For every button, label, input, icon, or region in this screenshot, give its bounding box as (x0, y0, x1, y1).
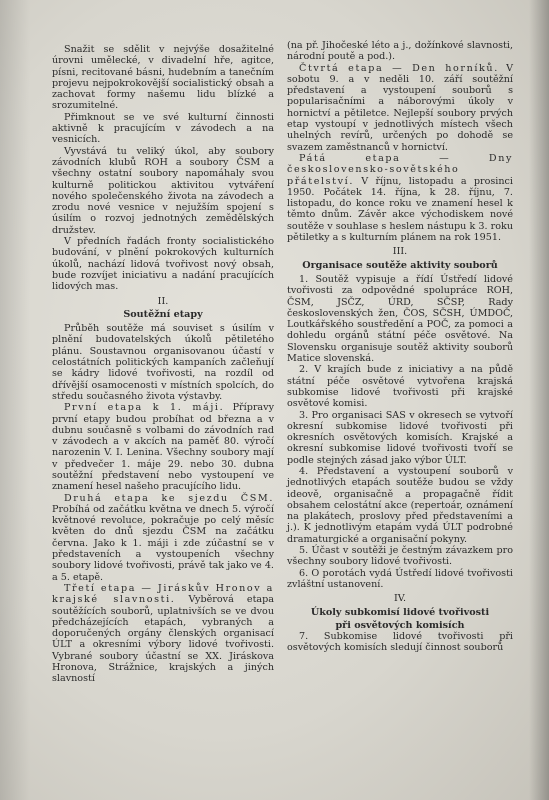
stage-body: V sobotu 9. a v neděli 10. září soutěžní představení a vystoupení souborů s popularisačními a náborovými úkoly v hornictví a pětiletce. Nejlepší soubory prvých etap vystoupí v jednotlivých místech všech uhelných revírů, určených po dohodě se svazem zaměstnanců v hornictví. (287, 62, 514, 153)
stage-lead: První etapa k 1. máji. (64, 402, 225, 414)
stage-lead: Třetí etapa — Jiráskův Hronov a krajské slavnosti. (52, 582, 274, 606)
section-number: IV. (393, 593, 407, 605)
numbered-paragraph: 1. Soutěž vypisuje a řídí Ústředí lidové tvořivosti za odpovědné spolupráce ROH, ČSM, JSČZ, ÚRD, SČSP, Rady československých žen, ČOS, SČSH, ÚMDOČ, Loutkářského soustředění a POČ, za pomoci a dohledu orgánů státní péče osvětové. Na Slovensku organisuje soutěž aktivity souborů Matice slovenská. (287, 273, 513, 365)
paragraph: Vyvstává tu veliký úkol, aby soubory závodních klubů ROH a soubory ČSM a všechny ostatní soubory napomáhaly svou kulturně politickou aktivitou vytváření nového společenského života na závodech a zrodu nové vesnice v nejužším spojení s úsilím o rozvoj jednotných zemědělských družstev. (52, 145, 274, 236)
stage-body: Probíhá od začátku května ve dnech 5. výročí květnové revoluce, pokračuje po celý měsíc květen do dnů sjezdu ČSM na začátku června. Jako k 1. máji i zde zúčastní se v představeních a vystoupeních všechny soubory lidové tvořivosti, právě tak jako ve 4. a 5. etapě. (52, 503, 274, 583)
numbered-paragraph: 5. Účast v soutěži je čestným závazkem pro všechny soubory lidové tvořivosti. (287, 545, 513, 568)
page-shadow-right (529, 0, 549, 800)
section-heading: při osvětových komisích (335, 619, 465, 631)
section-number: II. (157, 295, 169, 307)
stage-lead: Čtvrtá etapa — Den horníků. (299, 62, 499, 74)
numbered-paragraph: 6. O porotách vydá Ústředí lidové tvořivosti zvláštní ustanovení. (287, 567, 513, 590)
numbered-paragraph: 3. Pro organisaci SAS v okresech se vytvoří okresní subkomise lidové tvořivosti při okresních osvětových komisích. Krajské a okresní subkomise lidové tvořivosti tvoří se podle stejných zásad jako výbor ÚLT. (287, 409, 513, 466)
stage-lead: Druhá etapa ke sjezdu ČSM. (64, 492, 274, 504)
numbered-paragraph: 4. Představení a vystoupení souborů v jednotlivých etapách soutěže budou se vždy ideově, organisačně a propagačně řídit obsahem celostátní akce (repertoár, oznámení na plakátech, proslovy před představeními a j.). K jednotlivým etapám vydá ÚLT podrobné dramaturgické a organisační pokyny. (287, 465, 513, 545)
paragraph: Přimknout se ve své kulturní činnosti aktivně k pracujícím v závodech a na vesnicích. (52, 111, 274, 146)
left-column (52, 44, 274, 685)
paragraph: Průběh soutěže má souviset s úsilím v plnění budovatelských úkolů pětiletého plánu. Soustavnou organisovanou účastí v celostátních politických kampaních začleňují se kádry lidové tvořivosti, na rozdíl od dřívější osamocenosti v místních spolcích, do středu současného života výstavby. (52, 323, 274, 402)
paragraph: Snažit se sdělit v nejvýše dosažitelné úrovni umělecké, v divadelní hře, agitce, písni, recitované básni, hudebním a tanečním projevu nejpokrokovější socialistický obsah a zachovat formy našemu lidu blízké a srozumitelné. (52, 44, 274, 112)
stage-paragraph (287, 153, 513, 243)
section-heading: Organisace soutěže aktivity souborů (302, 259, 498, 271)
paragraph: V předních řadách fronty socialistického budování, v plnění pokrokových kulturních úkolů, nachází lidová tvořivost nový obsah, bude rozvíjet iniciativu a nadání pracujících lidových mas. (52, 236, 274, 293)
numbered-paragraph: 7. Subkomise lidové tvořivosti při osvětových komisích sledují činnost souborů (287, 631, 513, 654)
paragraph: (na př. Jihočeské léto a j., dožínkové slavnosti, národní poutě a pod.). (287, 40, 513, 63)
stage-lead: Pátá etapa — Dny československo-sovětského přátelství. (287, 152, 513, 187)
right-column (287, 40, 513, 654)
stage-paragraph (52, 402, 274, 492)
stage-paragraph (52, 493, 274, 583)
section-number: III. (392, 246, 408, 258)
stage-paragraph (52, 583, 274, 685)
stage-paragraph (287, 63, 513, 153)
page-shadow-left (0, 0, 30, 800)
section-heading: Soutěžní etapy (123, 308, 203, 320)
section-heading: Úkoly subkomisí lidové tvořivosti (310, 606, 490, 618)
stage-body: V říjnu, listopadu a prosinci 1950. Počátek 14. října, k 28. říjnu, 7. listopadu, do konce roku ve znamení hesel k těmto dnům. Závěr akce východiskem nové soutěže v souhlase s heslem nástupu k 3. roku pětiletky a s kulturním plánem na rok 1951. (287, 175, 513, 244)
stage-body: Vyběrová etapa soutěžících souborů, uplatnivších se ve dvou předcházejících etapách, vybraných a doporučených orgány členských organisací ÚLT a okresními výbory lidové tvořivosti. Vybrané soubory účastní se XX. Jiráskova Hronova, Strážnice, krajských a jiných slavností (52, 594, 275, 685)
stage-body: Přípravy první etapy budou probíhat od března a v dubnu současně s volbami do závodních rad v závodech a v akcích na paměť 80. výročí narozenin V. I. Lenina. Všechny soubory mají v předvečer 1. máje 29. nebo 30. dubna soutěžní představení nebo vystoupení ve znamení hesel našeho pracujícího lidu. (52, 402, 274, 493)
numbered-paragraph: 2. V krajích bude z iniciativy a na půdě státní péče osvětové vytvořena krajská subkomise lidové tvořivosti při krajské osvětové komisi. (287, 364, 513, 410)
